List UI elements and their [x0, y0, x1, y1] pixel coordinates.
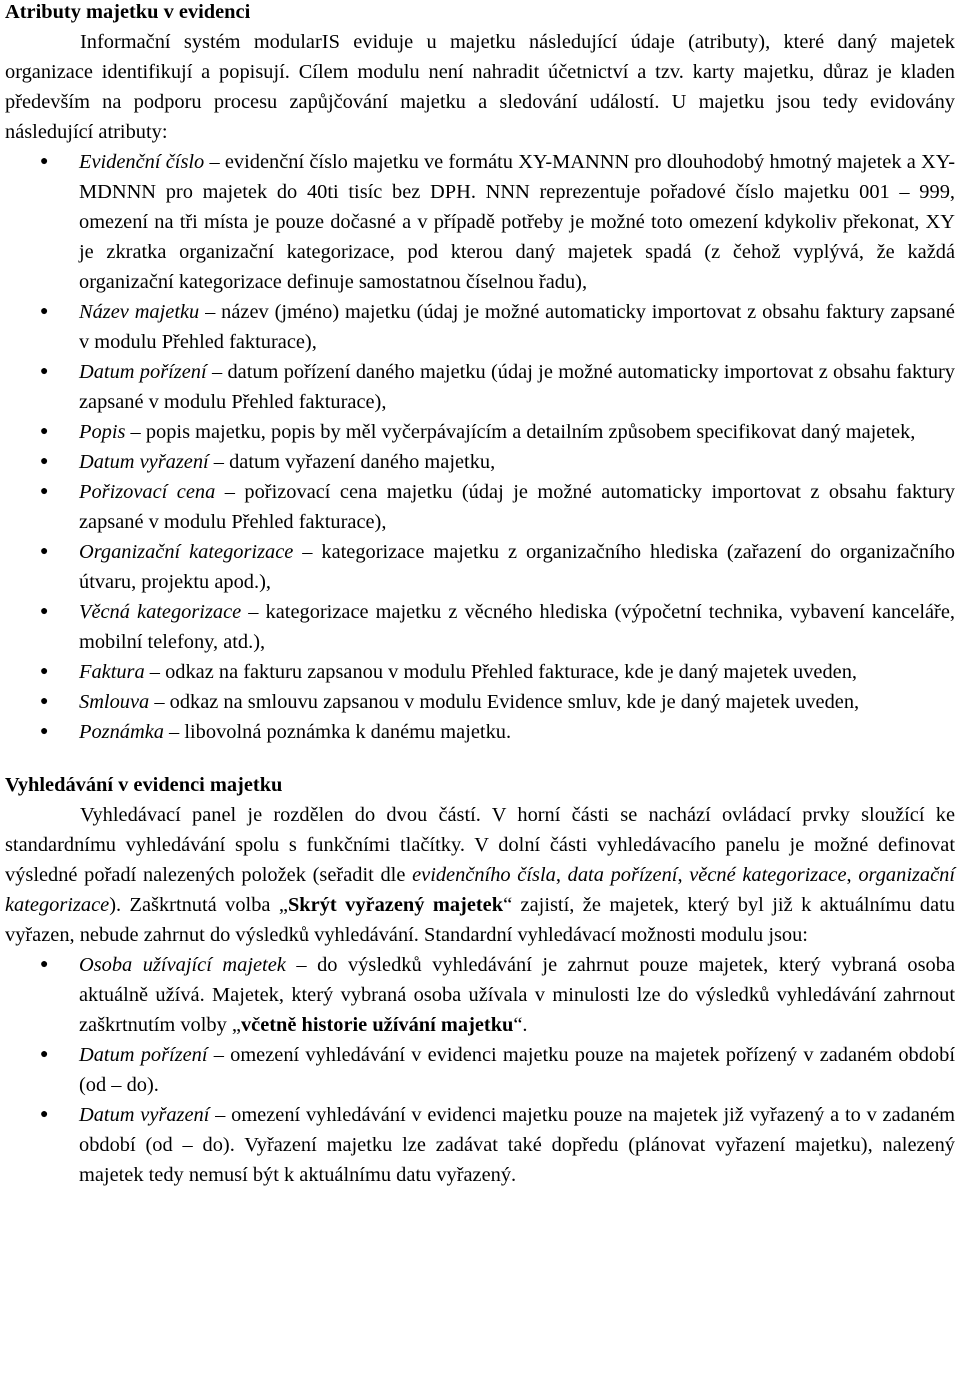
bullet-icon: ●: [40, 957, 49, 972]
order-option: data pořízení: [567, 864, 678, 886]
search-intro: Vyhledávací panel je rozdělen do dvou částí. V horní části se nachází ovládací prvky sloužící ke standardnímu vyhledávání spolu s funkčními tlačítky. V dolní části vyhledávacího panelu je možné definovat výsledné pořadí nalezených položek (seřadit dle evidenčního čísla, data pořízení, věcné kategorizace, organizační kategorizace). Zaškrtnutá volba „Skrýt vyřazený majetek“ zajistí, že majetek, který byl již k aktuálnímu datu vyřazen, nebude zahrnut do výsledků vyhledávání. Standardní vyhledávací možnosti modulu jsou:: [5, 804, 956, 946]
attribute-term: Faktura: [79, 661, 145, 683]
attribute-term: Evidenční číslo: [79, 151, 205, 173]
list-item: [5, 717, 955, 747]
bullet-icon: ●: [40, 724, 49, 739]
bullet-icon: ●: [40, 1107, 49, 1122]
attribute-term: Popis: [79, 421, 126, 443]
order-option: organizační kategorizace: [5, 864, 956, 916]
list-item: [5, 597, 955, 657]
attribute-list: [5, 147, 955, 747]
bullet-icon: ●: [40, 604, 49, 619]
bullet-icon: ●: [40, 154, 49, 169]
list-item: [5, 477, 955, 537]
list-item: ● Osoba užívající majetek – do výsledků vyhledávání je zahrnut pouze majetek, který vybraná osoba aktuálně užívá. Majetek, který vybraná osoba užívala v minulosti lze do výsledků vyhledávání zahrnout zaškrtnutím volby „včetně historie užívání majetku“.: [5, 950, 955, 1040]
search-option-term: Datum pořízení: [79, 1044, 208, 1066]
list-item: [5, 147, 955, 297]
attribute-term: Název majetku: [79, 301, 200, 323]
attribute-term: Pořizovací cena: [79, 481, 216, 503]
bullet-icon: ●: [40, 304, 49, 319]
list-item: [5, 1040, 955, 1100]
order-option: evidenčního čísla: [412, 864, 556, 886]
attribute-text: – pořizovací cena majetku (údaj je možné automaticky importovat z obsahu faktury zapsané v modulu Přehled fakturace),: [79, 481, 955, 533]
attribute-text: – popis majetku, popis by měl vyčerpávajícím a detailním způsobem specifikovat daný majetek,: [125, 421, 916, 443]
bullet-icon: ●: [40, 484, 49, 499]
list-item: [5, 537, 955, 597]
bullet-icon: ●: [40, 424, 49, 439]
bullet-icon: ●: [40, 664, 49, 679]
attribute-term: Poznámka: [79, 721, 164, 743]
hide-option-name: Skrýt vyřazený majetek: [287, 894, 504, 916]
evidence-intro-text: Informační systém modularIS eviduje u majetku následující údaje (atributy), které daný majetek organizace identifikují a popisují. Cílem modulu není nahradit účetnictví a tzv. karty majetku, důraz je kladen především na podporu procesu zapůjčování majetku a sledování událostí. U majetku jsou tedy evidovány následující atributy:: [5, 31, 955, 143]
attribute-term: Datum vyřazení: [79, 451, 209, 473]
attribute-text: – odkaz na smlouvu zapsanou v modulu Evidence smluv, kde je daný majetek uveden,: [149, 691, 860, 713]
evidence-intro: [5, 27, 955, 147]
attribute-term: Organizační kategorizace: [79, 541, 294, 563]
list-item: [5, 687, 955, 717]
attribute-text: – datum pořízení daného majetku (údaj je možné automaticky importovat z obsahu faktury zapsané v modulu Přehled fakturace),: [79, 361, 955, 413]
bullet-icon: ●: [40, 364, 49, 379]
history-option-name: včetně historie užívání majetku: [240, 1014, 514, 1036]
search-option-term: Osoba užívající majetek: [79, 954, 286, 976]
section-title-search: Vyhledávání v evidenci majetku: [5, 774, 283, 796]
attribute-text: – název (jméno) majetku (údaj je možné automaticky importovat z obsahu faktury zapsané v modulu Přehled fakturace),: [79, 301, 955, 353]
attribute-text: – kategorizace majetku z organizačního hlediska (zařazení do organizačního útvaru, projektu apod.),: [79, 541, 955, 593]
search-option-term: Datum vyřazení: [79, 1104, 210, 1126]
attribute-text: – evidenční číslo majetku ve formátu XY-MANNN pro dlouhodobý hmotný majetek a XY-MDNNN pro majetek do 40ti tisíc bez DPH. NNN reprezentuje pořadové číslo majetku 001 – 999, omezení na tři místa je pouze dočasné a v případě potřeby je možné toto omezení kdykoliv překonat, XY je zkratka organizační kategorizace, pod kterou daný majetek spadá (z čehož vyplývá, že každá organizační kategorizace definuje samostatnou číselnou řadu),: [79, 151, 955, 293]
search-intro-text: Vyhledávací panel je rozdělen do dvou částí. V horní části se nachází ovládací prvky sloužící ke standardnímu vyhledávání spolu s funkčními tlačítky. V dolní části vyhledávacího panelu je možné definovat výsledné pořadí nalezených položek (seřadit dle: [5, 804, 955, 886]
search-options-list: [5, 950, 955, 1190]
list-item: [5, 657, 955, 687]
attribute-term: Věcná kategorizace: [79, 601, 242, 623]
attribute-term: Datum pořízení: [79, 361, 207, 383]
bullet-icon: ●: [40, 1047, 49, 1062]
attribute-text: – kategorizace majetku z věcného hlediska (výpočetní technika, vybavení kanceláře, mobilní telefony, atd.),: [79, 601, 955, 653]
list-item: [5, 447, 955, 477]
section-title-evidence: Atributy majetku v evidenci: [5, 1, 251, 23]
search-option-text: – omezení vyhledávání v evidenci majetku pouze na majetek pořízený v zadaném období (od – do).: [79, 1044, 955, 1096]
attribute-text: – datum vyřazení daného majetku,: [208, 451, 496, 473]
list-item: [5, 417, 955, 447]
search-option-text: – do výsledků vyhledávání je zahrnut pouze majetek, který vybraná osoba aktuálně užívá. Majetek, který vybraná osoba užívala v minulosti lze do výsledků vyhledávání zahrnout zaškrtnutím volby „: [79, 954, 955, 1036]
search-option-text: – omezení vyhledávání v evidenci majetku pouze na majetek již vyřazený a to v zadaném období (od – do). Vyřazení majetku lze zadávat také dopředu (plánovat vyřazení majetku), nalezený majetek tedy nemusí být k aktuálnímu datu vyřazený.: [79, 1104, 955, 1186]
bullet-icon: ●: [40, 454, 49, 469]
bullet-icon: ●: [40, 544, 49, 559]
list-item: [5, 1100, 955, 1190]
list-item: [5, 357, 955, 417]
bullet-icon: ●: [40, 694, 49, 709]
attribute-text: – odkaz na fakturu zapsanou v modulu Přehled fakturace, kde je daný majetek uveden,: [144, 661, 857, 683]
attribute-text: – libovolná poznámka k danému majetku.: [163, 721, 512, 743]
attribute-term: Smlouva: [79, 691, 150, 713]
list-item: [5, 297, 955, 357]
order-option: věcné kategorizace: [689, 864, 847, 886]
